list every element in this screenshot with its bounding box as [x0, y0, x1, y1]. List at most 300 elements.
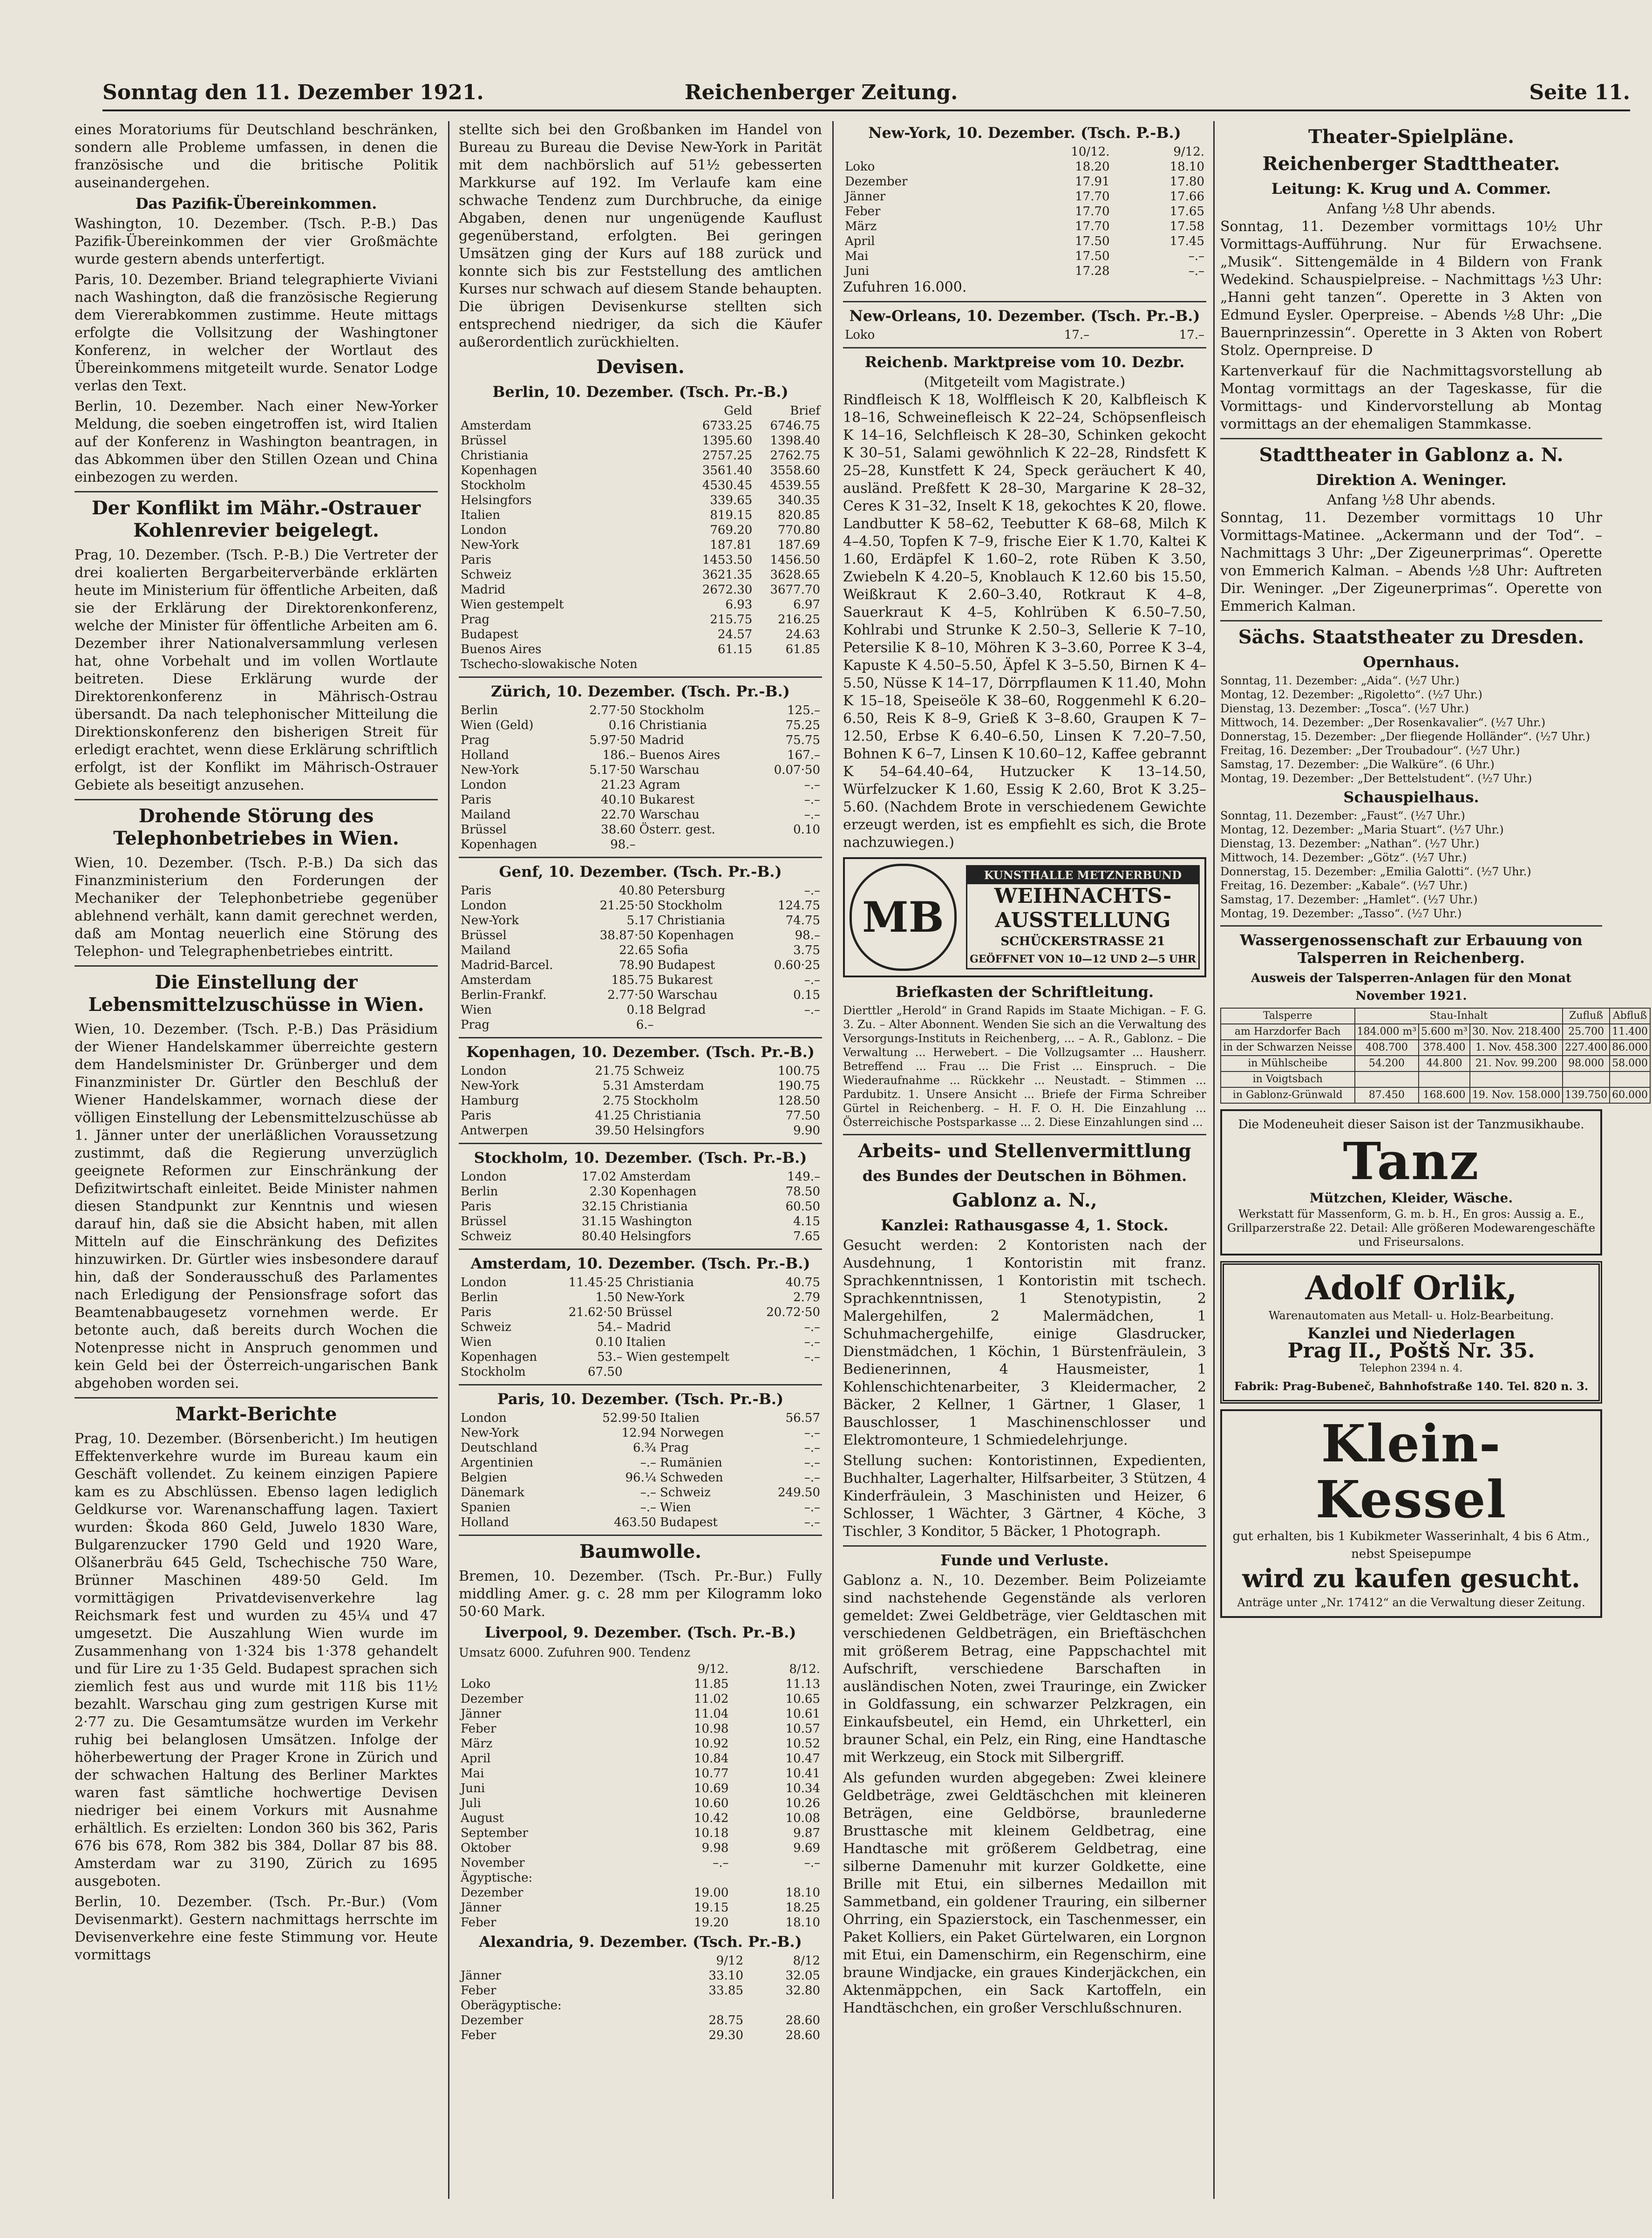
column-4	[1220, 121, 1648, 2218]
table-cell: London	[461, 899, 507, 913]
article-heading: Briefkasten der Schriftleitung.	[895, 983, 1154, 1001]
schedule-item: Freitag, 16. Dezember: „Der Troubadour“. (½7 Uhr.)	[1220, 744, 1520, 757]
divider	[75, 1397, 438, 1399]
table-row	[459, 837, 822, 852]
schedule-item: Mittwoch, 14. Dezember: „Der Rosenkavalier“. (½7 Uhr.)	[1220, 716, 1546, 729]
table-cell: 21. Nov. 99.200	[1470, 1056, 1563, 1071]
table-cell: 78.90	[619, 958, 654, 972]
table-cell: 17.02	[581, 1170, 617, 1184]
divider	[459, 676, 822, 678]
table-cell: 0.07·50	[774, 763, 820, 777]
table-cell: 4.15	[793, 1215, 820, 1228]
table-cell: Oberägyptische:	[461, 1999, 562, 2013]
article-text: eines Moratoriums für Deutschland beschränken, sondern alle Probleme umfassen, in denen die französische und die britische Politik auseinandergehen.	[75, 122, 438, 191]
table-cell: Italien	[660, 1411, 700, 1425]
table-cell: –.–	[1188, 264, 1204, 278]
table-row	[1221, 1024, 1650, 1040]
table-cell: 21.75	[595, 1064, 630, 1078]
table-cell: New-York	[461, 914, 519, 928]
table-cell	[745, 1998, 822, 2013]
theater-title: Stadttheater in Gablonz a. N.	[1259, 444, 1564, 466]
table-cell: 21.25·50	[599, 899, 654, 913]
table-cell	[730, 1870, 822, 1885]
table-cell	[753, 1365, 822, 1379]
article-text: Gesucht werden: 2 Kontoristen nach der Ausdehnung, 1 Kontoristin mit franz. Sprachkenntnissen, 1 Kontoristin mit tschech. Sprachkenntnissen, 1 Stenotypistin, 2 Malergehilfen, 2 Malermädchen, 1 Schuhmachergehilfe, einige Glasdrucker, Dienstmädchen, 1 Köchin, 1 Bürstenfräulein, 3 Bedienerinnen, 4 Hausmeister, 1 Kohlenschichtenarbeiter, 3 Kleidermacher, 2 Bäcker, 2 Kellner, 1 Gärtner, 1 Glaser, 1 Bauschlosser, 1 Maschinenschlosser und Elektromonteure, 1 Schmiedelehrjunge.	[843, 1237, 1206, 1448]
table-row	[459, 1064, 822, 1078]
table-row	[459, 943, 822, 958]
theater-ticket-info: Kartenverkauf für die Nachmittagsvorstellung ab Montag vormittags an der Tageskasse, für die Vormittags- und Kindervorstellung ab Montag vormittags an der ehemaligen Stammkasse.	[1220, 363, 1602, 432]
article-text: Gablonz a. N., 10. Dezember. Beim Polizeiamte sind nachstehende Gegenstände als verloren gemeldet: Zwei Geldbeträge, vier Geldtaschen mit verschiedenen Geldbeträgen, ein Brieftäschchen mit größerem Betrag, eine Pappschachtel mit Aufschrift, verschiedene Barschaften in ausländischen Noten, zwei Trauringe, ein Zwicker in Goldfassung, ein schwarzer Pelzkragen, ein Einkaufsbeutel, ein Hemd, ein Uhrketterl, ein brauner Schal, ein Pelz, ein Ring, eine Handtasche mit Werkzeug, ein Stock mit Silbergriff.	[843, 1572, 1206, 1766]
table-cell: 139.750	[1563, 1087, 1610, 1103]
table-cell: Schweiz	[461, 568, 511, 582]
table-cell: 28.75	[708, 2013, 743, 2027]
table-cell: 124.75	[778, 899, 820, 913]
table-cell: Kopenhagen	[461, 838, 537, 852]
table-cell: Prag	[461, 1018, 490, 1032]
table-cell: 67.50	[588, 1365, 623, 1379]
table-row	[459, 1856, 822, 1870]
table-cell: 0.18	[626, 1003, 654, 1017]
table-cell: Stockholm	[639, 703, 705, 717]
table-cell: Helsingfors	[620, 1229, 691, 1243]
table-cell: 185.75	[611, 973, 654, 987]
table-note: Zufuhren 16.000.	[843, 279, 967, 295]
divider	[459, 1037, 822, 1038]
table-row	[459, 928, 822, 943]
table-cell: Dezember	[845, 175, 908, 189]
advert-address: SCHÜCKERSTRASSE 21	[1000, 935, 1165, 948]
table-cell: April	[845, 234, 875, 248]
theater-title: Sächs. Staatstheater zu Dresden.	[1238, 626, 1584, 648]
table-cell: 18.20	[1075, 160, 1110, 174]
table-row	[459, 1199, 822, 1214]
table-cell: Prag	[660, 1441, 689, 1455]
table-cell: 28.60	[785, 2013, 820, 2027]
table-cell: 769.20	[710, 523, 753, 537]
table-row	[459, 448, 822, 463]
table-row	[459, 1706, 822, 1721]
table-row	[843, 249, 1206, 264]
table-row	[459, 703, 822, 718]
rates-table-paris	[459, 1411, 822, 1530]
table-cell: 2.77·50	[589, 703, 636, 717]
table-cell: 4530.45	[702, 478, 753, 492]
table-cell: Stockholm	[633, 1094, 699, 1108]
table-cell: Juni	[461, 1781, 485, 1795]
table-cell: Wien	[461, 1003, 492, 1017]
table-row	[459, 1870, 822, 1885]
table-row	[459, 1411, 822, 1426]
table-cell: Amsterdam	[461, 973, 531, 987]
column-rule	[1213, 121, 1215, 2199]
table-cell: 40.80	[619, 884, 654, 898]
table-row	[459, 718, 822, 733]
table-cell: Agram	[639, 778, 680, 792]
table-cell: Paris	[461, 1200, 491, 1214]
table-row	[459, 523, 822, 538]
table-cell: am Harzdorfer Bach	[1221, 1024, 1355, 1040]
theater-subheading: Opernhaus.	[1363, 653, 1460, 671]
table-heading: New-Orleans, 10. Dezember. (Tsch. Pr.-B.)	[849, 307, 1200, 325]
table-cell: 10.26	[785, 1796, 820, 1810]
opera-schedule	[1220, 674, 1602, 785]
table-row	[459, 898, 822, 913]
advert-text: Warenautomaten aus Metall- u. Holz-Bearbeitung.	[1268, 1309, 1554, 1322]
table-cell: 6733.25	[702, 419, 753, 433]
table-cell: 4539.55	[770, 478, 820, 492]
article-heading: Der Konflikt im Mähr.-Ostrauer Kohlenrevier beigelegt.	[91, 497, 421, 541]
advert-text: Werkstatt für Massenform, G. m. b. H., En gros: Aussig a. E., Grillparzerstraße 22. Detail: Alle größeren Modewarengeschäfte und Friseursalons.	[1227, 1208, 1596, 1249]
theater-direction: Direktion A. Weninger.	[1316, 471, 1507, 489]
table-heading: Zürich, 10. Dezember. (Tsch. Pr.-B.)	[491, 682, 790, 700]
table-cell: Sofia	[657, 943, 688, 957]
table-cell: 31.15	[581, 1215, 617, 1228]
table-row	[459, 792, 822, 807]
column-2	[459, 121, 822, 2218]
table-row	[459, 612, 822, 627]
table-cell: London	[461, 1064, 507, 1078]
header-date: Sonntag den 11. Dezember 1921.	[102, 81, 484, 104]
table-cell: Christiania	[620, 1200, 688, 1214]
divider	[75, 799, 438, 800]
table-row	[459, 1426, 822, 1440]
article-heading: Arbeits- und Stellenvermittlung	[858, 1140, 1191, 1162]
table-cell: 6.–	[636, 1018, 654, 1032]
schedule-item: Samstag, 17. Dezember: „Hamlet“. (½7 Uhr.)	[1220, 893, 1478, 906]
table-row	[459, 1003, 822, 1017]
market-prices-text: Rindfleisch K 18, Wolffleisch K 20, Kalbfleisch K 18–16, Schweinefleisch K 22–24, Schöpsenfleisch K 14–16, Selchfleisch K 28–30, Schinken gekocht K 30–51, Salami gewöhnlich K 22–28, Rindsfett K 25–28, Kunstfett K 24, Speck geräuchert K 40, ausländ. Preßfett K 28–30, Margarine K 28–32, Ceres K 31–32, Inselt K 18, gekochtes K 20, flowe. Landbutter K 58–62, Teebutter K 68–68, Milch K 4–4.50, Topfen K 7–9, frische Eier K 1.70, Kaltei K 1.60, Erdäpfel K 1.60–2, rote Rüben K 3.50, Zwiebeln K 4.20–5, Knoblauch K 12.60 bis 15.50, Weißkraut K 2.60–3.40, Rotkraut K 4–8, Sauerkraut K 4–5, Kohlrüben K 6.50–7.50, Kohlrabi und Strunke K 2.50–3, Sellerie K 7–10, Petersilie K 8–10, Möhren K 3–3.60, Porree K 3–4, Kapuste K 4.50–5.50, Äpfel K 3–5.50, Birnen K 4–5.50, Nüsse K 14–17, Dörrpflaumen K 11.40, Mohn K 15–18, Speiseöle K 38–60, Roggenmehl K 6.20–6.50, Reis K 8–9, Grieß K 3–8.60, Graupen K 7–12.50, Erbse K 6.40–6.50, Linsen K 7.20–7.50, Bohnen K 6–7, Linsen K 10.60–12, Kaffee gebrannt K 54–64.40–64, Hutzucker K 13–14.50, Würfelzucker K 1.60, Essig K 2.60, Brot K 3.25–5.60. (Nachdem Brote in verschiedenem Gewichte erzeugt werden, ist es empfiehlt es sich, die Brote nachzuwiegen.)	[843, 392, 1206, 851]
advert-phone: Telephon 2394 n. 4.	[1360, 1363, 1463, 1374]
table-cell: 19. Nov. 158.000	[1470, 1087, 1563, 1103]
table-cell: 9.98	[701, 1841, 729, 1855]
table-cell: Prag	[461, 733, 490, 747]
table-row	[459, 433, 822, 448]
table-cell: Brüssel	[461, 928, 507, 942]
table-row	[459, 567, 822, 582]
table-cell: 5.17	[626, 914, 654, 928]
table-row	[459, 1721, 822, 1736]
table-row	[459, 493, 822, 508]
table-cell: Berlin-Frankf.	[461, 988, 547, 1002]
table-cell: Budapest	[660, 1515, 718, 1529]
table-cell: Kopenhagen	[657, 928, 734, 942]
table-cell: November	[461, 1856, 525, 1870]
table-cell: –.–	[804, 1856, 820, 1870]
table-cell: 187.81	[710, 538, 753, 552]
table-cell: 32.80	[785, 1984, 820, 1998]
table-cell: 227.400	[1563, 1040, 1610, 1056]
table-cell: Holland	[461, 1515, 509, 1529]
table-cell: –.–	[640, 1501, 657, 1515]
table-cell: Dänemark	[461, 1486, 524, 1500]
reservoir-table	[1220, 1008, 1651, 1104]
advert-header: KUNSTHALLE METZNERBUND	[967, 867, 1198, 884]
article-subheading: Ausweis der Talsperren-Anlagen für den Monat November 1921.	[1251, 971, 1572, 1003]
table-cell: –.–	[804, 1456, 820, 1470]
article-text: Washington, 10. Dezember. (Tsch. P.-B.) Das Pazifik-Übereinkommen der vier Großmächte wurde gestern abends unterfertigt.	[75, 216, 438, 267]
table-cell: –.–	[640, 1486, 657, 1500]
table-cell: Jänner	[461, 1707, 502, 1721]
table-cell: 2.30	[589, 1185, 617, 1199]
table-cell: 40.75	[785, 1276, 820, 1290]
table-cell: Jänner	[845, 190, 886, 204]
table-cell	[754, 837, 822, 852]
table-cell: 0.10	[793, 823, 820, 837]
table-cell: Berlin	[461, 703, 498, 717]
table-cell	[1419, 1071, 1470, 1087]
table-cell: –.–	[804, 808, 820, 822]
table-cell: –.–	[804, 1426, 820, 1440]
table-cell: 96.¼	[625, 1471, 657, 1485]
table-cell: Budapest	[461, 628, 518, 641]
table-cell: 32.15	[581, 1200, 617, 1214]
table-row	[459, 627, 822, 642]
table-cell: 19.20	[694, 1916, 729, 1930]
table-cell: Christiania	[639, 718, 707, 732]
section-heading-baumwolle: Baumwolle.	[579, 1541, 701, 1563]
article-heading: Die Einstellung der Lebensmittelzuschüsse in Wien.	[88, 971, 424, 1016]
table-cell: 2.77·50	[607, 988, 654, 1002]
table-cell: –.–	[804, 1003, 820, 1017]
table-cell: 0.16	[608, 718, 636, 732]
theater-program: Sonntag, 11. Dezember vormittags 10½ Uhr Vormittags-Aufführung. Nur für Erwachsene. „Musik“. Sittengemälde in 4 Bildern von Frank Wedekind. Schauspielpreise. – Nachmittags ½3 Uhr: „Hanni geht tanzen“. Operette in 3 Akten von Edmund Eysler. Operpreise. – Abends ½8 Uhr: „Die Bauernprinzessin“. Operette in 3 Akten von Robert Stolz. Opernpreise. D	[1220, 218, 1602, 359]
table-cell: Juli	[461, 1796, 481, 1810]
table-cell: 149.–	[787, 1170, 820, 1184]
column-rule	[448, 121, 449, 2199]
table-cell: 1453.50	[702, 553, 753, 567]
divider	[843, 347, 1206, 348]
table-cell: 11.45·25	[568, 1276, 623, 1290]
table-cell: Madrid	[626, 1320, 671, 1334]
table-cell: Dezember	[461, 1886, 523, 1900]
table-cell: Feber	[845, 205, 881, 218]
table-cell	[1610, 1071, 1650, 1087]
table-cell: Christiania	[657, 914, 726, 928]
table-cell: 17.70	[1075, 219, 1110, 233]
table-cell: 1456.50	[770, 553, 820, 567]
table-row	[1221, 1071, 1650, 1087]
table-row	[459, 733, 822, 748]
table-cell: Warschau	[657, 988, 718, 1002]
table-cell: Amsterdam	[633, 1079, 704, 1093]
schedule-item: Montag, 19. Dezember: „Der Bettelstudent“. (½7 Uhr.)	[1220, 772, 1532, 785]
table-row	[459, 883, 822, 898]
column-header: 9/12.	[697, 1662, 729, 1676]
schedule-item: Sonntag, 11. Dezember: „Faust“. (½7 Uhr.)	[1220, 809, 1465, 822]
table-cell: Holland	[461, 748, 509, 762]
table-cell: Petersburg	[657, 884, 726, 898]
table-row	[459, 1440, 822, 1455]
cotton-table-alexandria	[459, 1953, 822, 2043]
table-cell: Schweiz	[461, 1320, 511, 1334]
table-cell: 463.50	[614, 1515, 657, 1529]
column-header: 8/12	[793, 1954, 820, 1968]
table-cell: 6.97	[793, 598, 820, 612]
rates-table-kopenhagen	[459, 1064, 822, 1138]
table-cell: Österr. gest.	[639, 823, 715, 837]
table-cell: Buenos Aires	[639, 748, 721, 762]
table-cell: 9.69	[793, 1841, 820, 1855]
table-cell: –.–	[804, 1471, 820, 1485]
table-cell: 17.50	[1075, 249, 1110, 263]
table-row	[459, 1485, 822, 1500]
schedule-item: Mittwoch, 14. Dezember: „Götz“. (½7 Uhr.)	[1220, 851, 1467, 864]
schedule-item: Donnerstag, 15. Dezember: „Der fliegende Holländer“. (½7 Uhr.)	[1220, 730, 1590, 743]
table-cell: 98.000	[1563, 1056, 1610, 1071]
table-cell: 10.60	[694, 1796, 729, 1810]
table-cell: Loko	[845, 328, 875, 342]
table-cell	[638, 837, 754, 852]
table-row	[459, 973, 822, 988]
cotton-table-neworleans	[843, 328, 1206, 342]
schedule-item: Sonntag, 11. Dezember: „Aida“. (½7 Uhr.)	[1220, 674, 1460, 687]
article-heading: Markt-Berichte	[175, 1403, 337, 1425]
advert-subtitle: Mützchen, Kleider, Wäsche.	[1309, 1190, 1513, 1206]
table-cell: 11.400	[1610, 1024, 1650, 1040]
article-text: Paris, 10. Dezember. Briand telegraphierte Viviani nach Washington, daß die französische Regierung dem Viererabkommen zustimme. Heute mittags erfolgte die Vollsitzung der Washingtoner Konferenz, in welcher der Wortlaut des Übereinkommens mitgeteilt wurde. Senator Lodge verlas den Text.	[75, 272, 438, 394]
table-row	[459, 1290, 822, 1305]
table-cell: Loko	[845, 160, 875, 174]
table-row	[459, 1229, 822, 1244]
table-cell: Madrid	[461, 583, 506, 597]
table-cell: Deutschland	[461, 1441, 538, 1455]
table-row	[459, 1275, 822, 1290]
table-row	[459, 822, 822, 837]
column-header: 8/12.	[789, 1662, 820, 1676]
table-row	[459, 807, 822, 822]
column-header: Geld	[724, 404, 753, 418]
table-cell: 17.58	[1169, 219, 1204, 233]
table-cell: 2762.75	[770, 449, 820, 463]
table-cell: New-York	[626, 1290, 685, 1304]
table-cell: 17.–	[1179, 328, 1204, 342]
table-cell: 18.25	[785, 1901, 820, 1915]
table-cell: 9.87	[793, 1826, 820, 1840]
table-cell: 10.84	[694, 1752, 729, 1766]
table-cell: 17.50	[1075, 234, 1110, 248]
advert-text: gut erhalten, bis 1 Kubikmeter Wasserinhalt, 4 bis 6 Atm., nebst Speisepumpe	[1232, 1529, 1590, 1561]
column-header: Abfluß	[1610, 1008, 1650, 1024]
column-header: Talsperre	[1221, 1008, 1355, 1024]
article-text: Bremen, 10. Dezember. (Tsch. Pr.-Bur.) Fully middling Amer. g. c. 28 mm per Kilogramm loko 50·60 Mark.	[459, 1568, 822, 1620]
table-cell: Bukarest	[657, 973, 713, 987]
table-cell: Bukarest	[639, 793, 695, 807]
schedule-item: Montag, 12. Dezember: „Maria Stuart“. (½7 Uhr.)	[1220, 823, 1504, 836]
table-row	[459, 1320, 822, 1335]
table-cell: 0.10	[595, 1335, 623, 1349]
table-cell: Berlin	[461, 1290, 498, 1304]
article-text: Als gefunden wurden abgegeben: Zwei kleinere Geldbeträge, zwei Geldtäschchen mit kleineren Beträgen, eine Geldbörse, braunlederne Brusttasche mit kleinem Geldbetrag, eine Handtasche mit größerem Geldbetrag, eine silberne Damenuhr mit kurzer Goldkette, eine Brille mit Etui, ein silbernes Medaillon mit Sammetband, ein goldener Trauring, ein silberner Ohrring, ein Spazierstock, ein Taschenmesser, ein Paket Kolliers, ein Paket Gürtelwaren, ein Lorgnon mit Etui, ein Damenschirm, ein Regenschirm, eine braune Windjacke, ein graues Kinderjäckchen, ein Aktenmäppchen, ein Sack Kartoffeln, ein Handtäschchen, ein großer Verschlußschnuren.	[843, 1770, 1206, 2016]
table-row	[459, 1915, 822, 1930]
table-row	[459, 988, 822, 1003]
table-cell: 32.05	[785, 1969, 820, 1983]
table-cell: Stockholm	[461, 478, 526, 492]
table-cell: London	[461, 1411, 507, 1425]
table-cell: 38.60	[601, 823, 636, 837]
table-cell: 11.02	[694, 1692, 729, 1706]
table-cell: Madrid	[639, 733, 684, 747]
table-cell	[639, 1870, 731, 1885]
table-cell: 61.85	[785, 642, 820, 656]
table-cell: 2.79	[793, 1290, 820, 1304]
column-header: 9/12	[716, 1954, 743, 1968]
table-cell: 33.85	[708, 1984, 743, 1998]
table-cell: 10.57	[785, 1722, 820, 1736]
table-cell: 54.200	[1355, 1056, 1419, 1071]
page-header	[102, 77, 1630, 111]
header-masthead: Reichenberger Zeitung.	[685, 81, 958, 104]
table-row	[459, 582, 822, 597]
table-cell: London	[461, 1170, 507, 1184]
table-row	[459, 553, 822, 567]
table-cell: 1398.40	[770, 434, 820, 448]
table-cell: –.–	[640, 1456, 657, 1470]
table-cell: Argentinien	[461, 1456, 533, 1470]
table-cell: Stockholm	[657, 899, 723, 913]
table-cell: 1.50	[595, 1290, 623, 1304]
table-cell: 10.08	[785, 1811, 820, 1825]
table-cell: New-York	[461, 763, 519, 777]
table-cell: Budapest	[657, 958, 715, 972]
article-text: Wien, 10. Dezember. (Tsch. P.-B.) Da sich das Finanzministerium den Forderungen der Mechaniker der Telephonbetriebe gegenüber ablehnend verhält, kann damit gerechnet werden, daß am Montag neuerlich eine Störung des Telephon- und Telegraphenbetriebes eintritt.	[75, 855, 438, 960]
schedule-item: Samstag, 17. Dezember: „Die Walküre“. (6 Uhr.)	[1220, 758, 1495, 771]
divider	[1220, 620, 1602, 621]
advert-factory: Fabrik: Prag-Bubeneč, Bahnhofstraße 140. Tel. 820 n. 3.	[1234, 1379, 1589, 1393]
metznerbund-logo: MB	[850, 864, 957, 971]
table-cell: 24.57	[717, 628, 753, 641]
table-cell: –.–	[804, 1501, 820, 1515]
divider	[843, 301, 1206, 302]
column-1	[75, 121, 438, 2218]
table-cell: Berlin	[461, 1185, 498, 1199]
table-cell: Jänner	[461, 1969, 502, 1983]
table-cell: September	[461, 1826, 528, 1840]
article-text: Prag, 10. Dezember. (Tsch. P.-B.) Die Vertreter der drei koalierten Bergarbeiterverbände erklärten heute im Ministerium für öffentliche Arbeiten, daß sie der Erklärung der Direktorenkonferenz, welche der Minister für öffentliche Arbeiten am 6. Dezember ihrer Nationalversammlung verlesen hat, ohne Vorbehalt und im vollen Wortlaute beitreten. Diese Erklärung wurde der Direktorenkonferenz in Mährisch-Ostrau übersandt. Da nach telephonischer Mitteilung die Direktionskonferenz den bisherigen Streit für erledigt erachtet, wenn diese Erklärung schriftlich erfolgt, ist der Konflikt im Mährisch-Ostrauer Gebiete als beseitigt anzusehen.	[75, 547, 438, 793]
play-schedule	[1220, 809, 1602, 921]
rates-table-genf	[459, 883, 822, 1032]
table-heading: Genf, 10. Dezember. (Tsch. Pr.-B.)	[499, 863, 782, 880]
table-cell: 3.75	[793, 943, 820, 957]
table-row	[459, 642, 822, 657]
table-row	[843, 219, 1206, 234]
table-cell: 340.35	[778, 493, 820, 507]
table-cell: 10.47	[785, 1752, 820, 1766]
table-cell: Oktober	[461, 1841, 511, 1855]
table-heading: Kopenhagen, 10. Dezember. (Tsch. Pr.-B.)	[466, 1043, 815, 1061]
table-cell: 819.15	[710, 508, 753, 522]
table-cell: –.–	[804, 884, 820, 898]
table-cell: 41.25	[595, 1109, 630, 1123]
table-row	[459, 1968, 822, 1983]
table-cell: Ägyptische:	[461, 1871, 533, 1885]
table-cell: Antwerpen	[461, 1124, 528, 1138]
table-cell: Christiania	[461, 449, 529, 463]
advert-address: Prag II., Poštš Nr. 35.	[1287, 1339, 1535, 1363]
table-cell: Kopenhagen	[461, 1350, 537, 1364]
divider	[843, 1134, 1206, 1135]
table-heading: Liverpool, 9. Dezember. (Tsch. Pr.-B.)	[484, 1624, 796, 1641]
table-cell: 10.77	[694, 1767, 729, 1781]
table-row	[459, 1078, 822, 1093]
table-cell: 0.15	[793, 988, 820, 1002]
article-heading: Reichenb. Marktpreise vom 10. Dezbr.	[864, 353, 1185, 371]
theater-direction: Leitung: K. Krug und A. Commer.	[1271, 180, 1551, 198]
table-cell: –.–	[804, 1320, 820, 1334]
table-cell: Amsterdam	[461, 419, 531, 433]
advert-title: Klein-Kessel	[1315, 1413, 1507, 1529]
article-text: stellte sich bei den Großbanken im Handel von Bureau zu Bureau die Devise New-York in Parität mit dem nachbörslich auf 51½ gebesserten Markkurse auf 192. Im Verlaufe kam eine schwache Tendenz zum Durchbruche, da einige Abgaben, denen nur ungenügende Kauflust gegenüberstand, erfolgten. Bei geringen Umsätzen ging der Kurs auf 188 zurück und konnte sich bis zur Feststellung des amtlichen Kurses nur schwach auf diesem Stande behaupten. Die übrigen Devisenkurse stellten sich entsprechend niedriger, da sich die Käufer außerordentlich zurückhielten.	[459, 122, 822, 350]
table-cell: 24.63	[785, 628, 820, 641]
